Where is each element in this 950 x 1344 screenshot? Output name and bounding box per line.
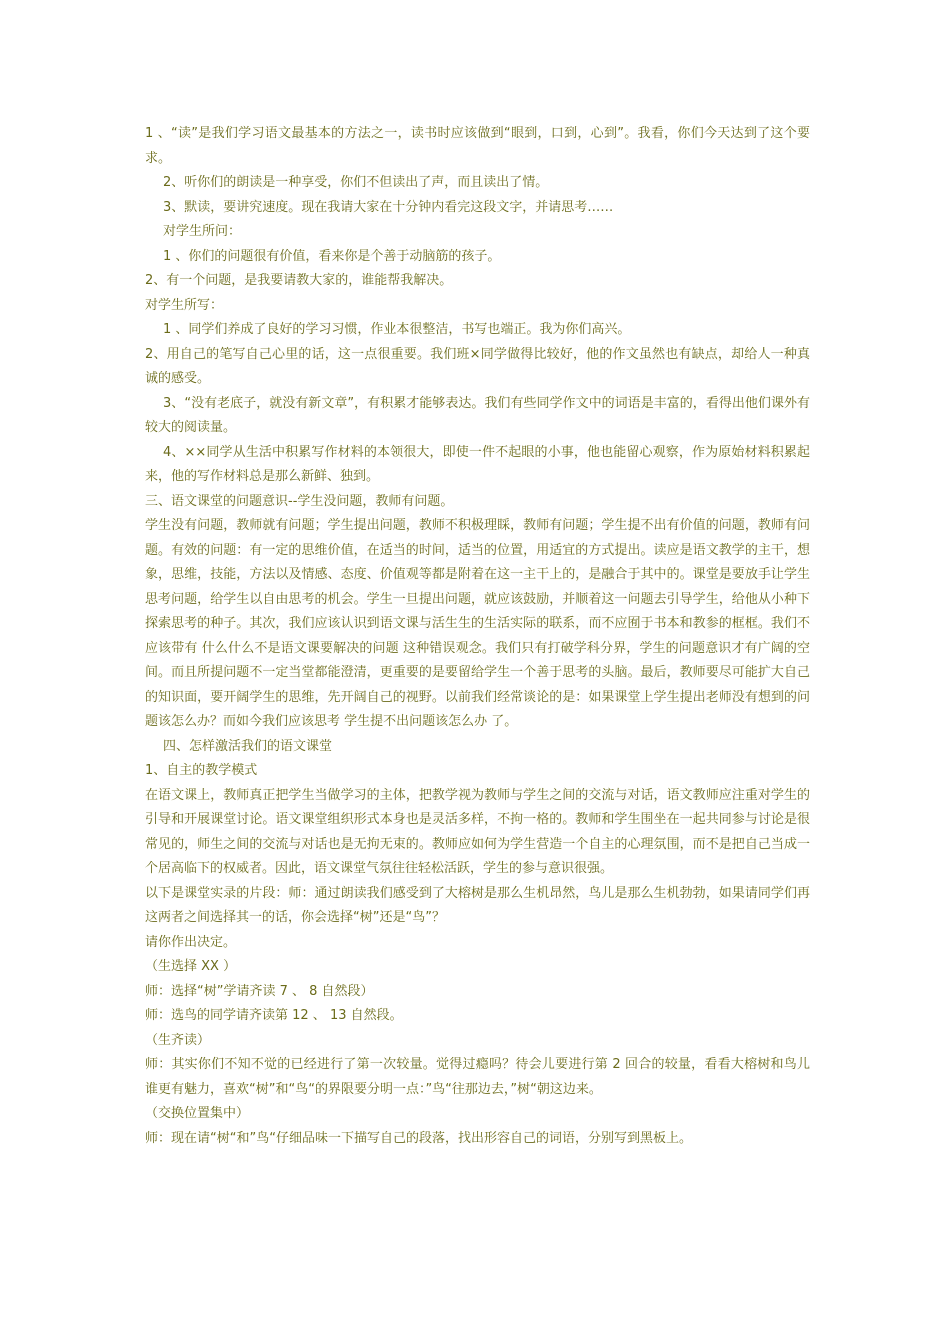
transcript-line: 师：其实你们不知不觉的已经进行了第一次较量。觉得过瘾吗？待会儿要进行第 2 回合的较量，看看大榕树和鸟儿谁更有魅力，喜欢“树”和“鸟“的界限要分明一点：”鸟“往那边去，”树“朝这边来。 — [145, 1057, 810, 1097]
transcript-line: 师：选鸟的同学请齐读第 12 、 13 自然段。 — [145, 1008, 403, 1023]
heading-student-questions: 对学生所问： — [163, 224, 242, 239]
transcript-line: （生选择 XX ） — [145, 959, 237, 974]
heading-student-writing: 对学生所写： — [145, 297, 224, 313]
paragraph-problem-awareness: 学生没有问题，教师就有问题；学生提出问题，教师不积极理睬，教师有问题；学生提不出有价值的问题，教师有问题。有效的问题：有一定的思维价值，在适当的时间，适当的位置，用适宜的方式提出。读应是语文教学的主干，想象，思维，技能，方法以及情感、态度、价值观等都是附着在这一主干上的，是融合于其中的。课堂是要放手让学生思考问题，给学生以自由思考的机会。学生一旦提出问题，就应该鼓励，并顺着这一问题去引导学生，给他从小种下探索思考的种子。其次，我们应该认识到语文课与活生生的生活实际的联系，而不应囿于书本和教参的框框。我们不应该带有 什么什么不是语文课要解决的问题 这种错误观念。我们只有打破学科分界，学生的问题意识才有广阔的空间。而且所提问题不一定当堂都能澄清，更重要的是要留给学生一个善于思考的头脑。最后，教师要尽可能扩大自己的知识面，要开阔学生的思维，先开阔自己的视野。以前我们经常谈论的是：如果课堂上学生提出老师没有想到的问题该怎么办？而如今我们应该思考 学生提不出问题该怎么办 了。 — [145, 518, 810, 729]
section-heading-activate-classroom: 四、怎样激活我们的语文课堂 — [163, 738, 333, 754]
paragraph-make-decision: 请你作出决定。 — [145, 934, 237, 950]
transcript-line: 师：现在请“树“和”鸟“仔细品味一下描写自己的段落，找出形容自己的词语，分别写到黑板上。 — [145, 1130, 692, 1146]
paragraph-listening-praise: 2、听你们的朗读是一种享受，你们不但读出了声，而且读出了情。 — [163, 175, 549, 190]
paragraph-accumulation: 3、“没有老底子，就没有新文章”，有积累才能够表达。我们有些同学作文中的词语是丰富的，看得出他们课外有较大的阅读量。 — [145, 395, 810, 435]
transcript-line: （生齐读） — [145, 1032, 211, 1048]
paragraph-transcript-intro: 以下是课堂实录的片段：师：通过朗读我们感受到了大榕树是那么生机昂然，鸟儿是那么生机勃勃，如果请同学们再这两者之间选择其一的话，你会选择“树”还是“鸟”？ — [145, 885, 810, 925]
transcript-line: 师：选择“树”学请齐读 7 、 8 自然段） — [145, 983, 374, 999]
paragraph-good-habits: 1 、同学们养成了良好的学习习惯，作业本很整洁，书写也端正。我为你们高兴。 — [163, 322, 631, 337]
transcript-line: （交换位置集中） — [145, 1106, 250, 1121]
paragraph-reading-method: 1 、“读”是我们学习语文最基本的方法之一，读书时应该做到“眼到，口到，心到”。我看，你们今天达到了这个要求。 — [145, 126, 810, 166]
document-body — [145, 122, 810, 1151]
section-heading-problem-awareness: 三、语文课堂的问题意识--学生没问题，教师有问题。 — [145, 493, 454, 509]
paragraph-ask-for-help: 2、有一个问题，是我要请教大家的，谁能帮我解决。 — [145, 273, 453, 288]
paragraph-writing-material: 4、××同学从生活中积累写作材料的本领很大，即使一件不起眼的小事，他也能留心观察，作为原始材料积累起来，他的写作材料总是那么新鲜、独到。 — [145, 444, 810, 484]
paragraph-autonomous-model: 在语文课上，教师真正把学生当做学习的主体，把教学视为教师与学生之间的交流与对话，语文教师应注重对学生的引导和开展课堂讨论。语文课堂组织形式本身也是灵活多样，不拘一格的。教师和学生围坐在一起共同参与讨论是很常见的，师生之间的交流与对话也是无拘无束的。教师应如何为学生营造一个自主的心理氛围，而不是把自己当成一个居高临下的权威者。因此，语文课堂气氛往往轻松活跃，学生的参与意识很强。 — [145, 787, 810, 876]
subheading-autonomous-model: 1、自主的教学模式 — [145, 763, 258, 778]
paragraph-question-value: 1 、你们的问题很有价值，看来你是个善于动脑筋的孩子。 — [163, 248, 501, 264]
paragraph-own-words: 2、用自己的笔写自己心里的话，这一点很重要。我们班×同学做得比较好，他的作文虽然也有缺点，却给人一种真诚的感受。 — [145, 346, 810, 386]
paragraph-silent-reading: 3、默读，要讲究速度。现在我请大家在十分钟内看完这段文字，并请思考…… — [163, 199, 614, 215]
